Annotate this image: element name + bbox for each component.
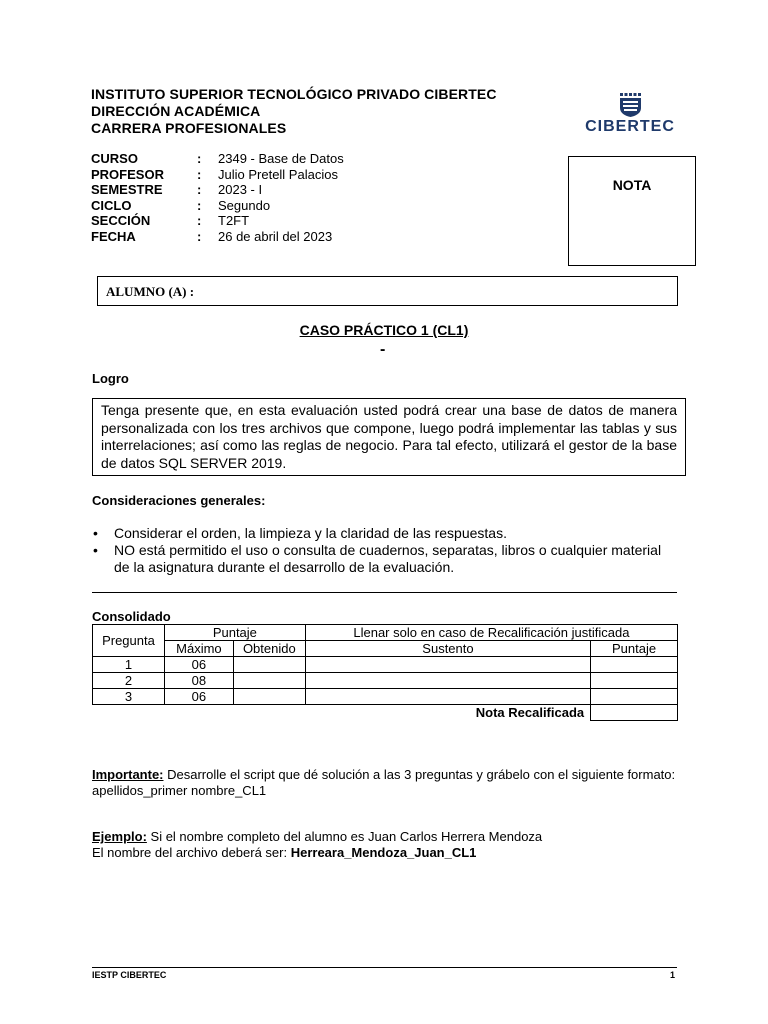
cell-obtenido[interactable] [233,673,305,689]
cell-pregunta: 3 [93,689,165,705]
header-recalificacion: Llenar solo en caso de Recalificación justificada [305,625,677,641]
example-line2: El nombre del archivo deberá ser: [92,844,291,860]
table-row [93,689,678,705]
info-key: CICLO [91,197,132,213]
cell-puntaje[interactable] [591,657,678,673]
footer-institution: IESTP CIBERTEC [92,970,167,980]
example-note [92,829,692,860]
empty-cell [164,705,233,721]
info-colon: : [197,166,202,182]
career-name: CARRERA PROFESIONALES [91,120,287,136]
list-item [92,542,678,576]
info-value: 26 de abril del 2023 [218,228,333,244]
page-number: 1 [670,970,676,980]
list-item [92,525,678,542]
score-table [92,624,678,721]
cell-sustento[interactable] [305,689,590,705]
header-maximo: Máximo [164,641,233,657]
header-puntaje-recal: Puntaje [591,641,678,657]
cell-puntaje[interactable] [591,673,678,689]
important-text: Desarrolle el script que dé solución a las 3 preguntas y grábelo con el siguiente formato: [163,767,676,782]
example-filename: Herreara_Mendoza_Juan_CL1 [290,844,477,860]
student-label: ALUMNO (A) : [106,284,195,299]
info-colon: : [197,151,202,166]
important-label: Importante: [92,767,164,782]
bullet-icon: • [93,525,98,541]
bullet-icon: • [93,542,98,558]
info-colon: : [197,213,202,228]
cell-pregunta: 2 [93,673,165,689]
cell-sustento[interactable] [305,657,590,673]
institution-name: INSTITUTO SUPERIOR TECNOLÓGICO PRIVADO CIBERTEC [91,86,497,102]
logro-text: Tenga presente que, en esta evaluación usted podrá crear una base de datos de manera personalizada con los tres archivos que compone, luego podrá implementar las tablas y sus interrelaciones; así como las reglas de negocio. Para tal efecto, utilizará el gestor de la base de datos SQL SERVER 2019. [101,402,677,471]
table-footer-row [93,705,678,721]
nota-recalificada-cell[interactable] [591,705,678,721]
logro-box [92,398,686,476]
example-label: Ejemplo: [92,829,147,844]
info-colon: : [197,182,202,197]
considerations-heading: Consideraciones generales: [92,493,266,508]
info-key: PROFESOR [91,166,164,182]
info-value: 2023 - I [218,182,263,197]
file-format: apellidos_primer nombre_CL1 [92,782,267,798]
footer-divider [92,967,677,968]
cell-obtenido[interactable] [233,657,305,673]
info-key: CURSO [91,151,138,166]
grade-box[interactable] [568,156,696,266]
cell-pregunta: 1 [93,657,165,673]
table-row [93,657,678,673]
table-subheader-row [93,641,678,657]
logo-text: CIBERTEC [585,118,675,135]
logro-heading: Logro [92,371,129,386]
cell-sustento[interactable] [305,673,590,689]
info-value: Segundo [218,197,271,213]
divider [92,592,677,593]
info-key: SECCIÓN [91,213,151,228]
info-value: Julio Pretell Palacios [218,166,338,182]
page-title-text: CASO PRÁCTICO 1 (CL1) [299,322,469,338]
info-key: SEMESTRE [91,182,163,197]
nota-recalificada-label: Nota Recalificada [475,705,585,721]
department-name: DIRECCIÓN ACADÉMICA [91,103,261,119]
info-value: T2FT [218,213,250,228]
info-colon: : [197,197,202,213]
cell-puntaje[interactable] [591,689,678,705]
table-header-row [93,625,678,641]
table-row [93,673,678,689]
page-title [0,322,768,338]
considerations-list [92,525,678,576]
header-puntaje: Puntaje [164,625,305,641]
title-dash: - [380,341,386,358]
empty-cell [233,705,305,721]
info-value: 2349 - Base de Datos [218,151,344,166]
empty-cell [93,705,165,721]
example-text: Si el nombre completo del alumno es Juan Carlos Herrera Mendoza [146,829,543,844]
cell-obtenido[interactable] [233,689,305,705]
student-name-field[interactable] [97,276,678,306]
important-note [92,767,692,798]
info-key: FECHA [91,228,136,244]
header-pregunta: Pregunta [93,625,165,657]
cell-maximo: 06 [164,689,233,705]
cell-maximo: 08 [164,673,233,689]
cibertec-crest-icon [578,92,682,118]
list-item-text: NO está permitido el uso o consulta de cuadernos, separatas, libros o cualquier material de la asignatura durante el desarrollo de la evaluación. [114,542,662,575]
header-obtenido: Obtenido [233,641,305,657]
cibertec-logo [578,92,682,138]
info-colon: : [197,228,202,244]
cell-maximo: 06 [164,657,233,673]
grade-label: NOTA [612,177,652,193]
header-sustento: Sustento [305,641,590,657]
consolidado-heading: Consolidado [92,609,171,624]
list-item-text: Considerar el orden, la limpieza y la claridad de las respuestas. [114,525,507,541]
